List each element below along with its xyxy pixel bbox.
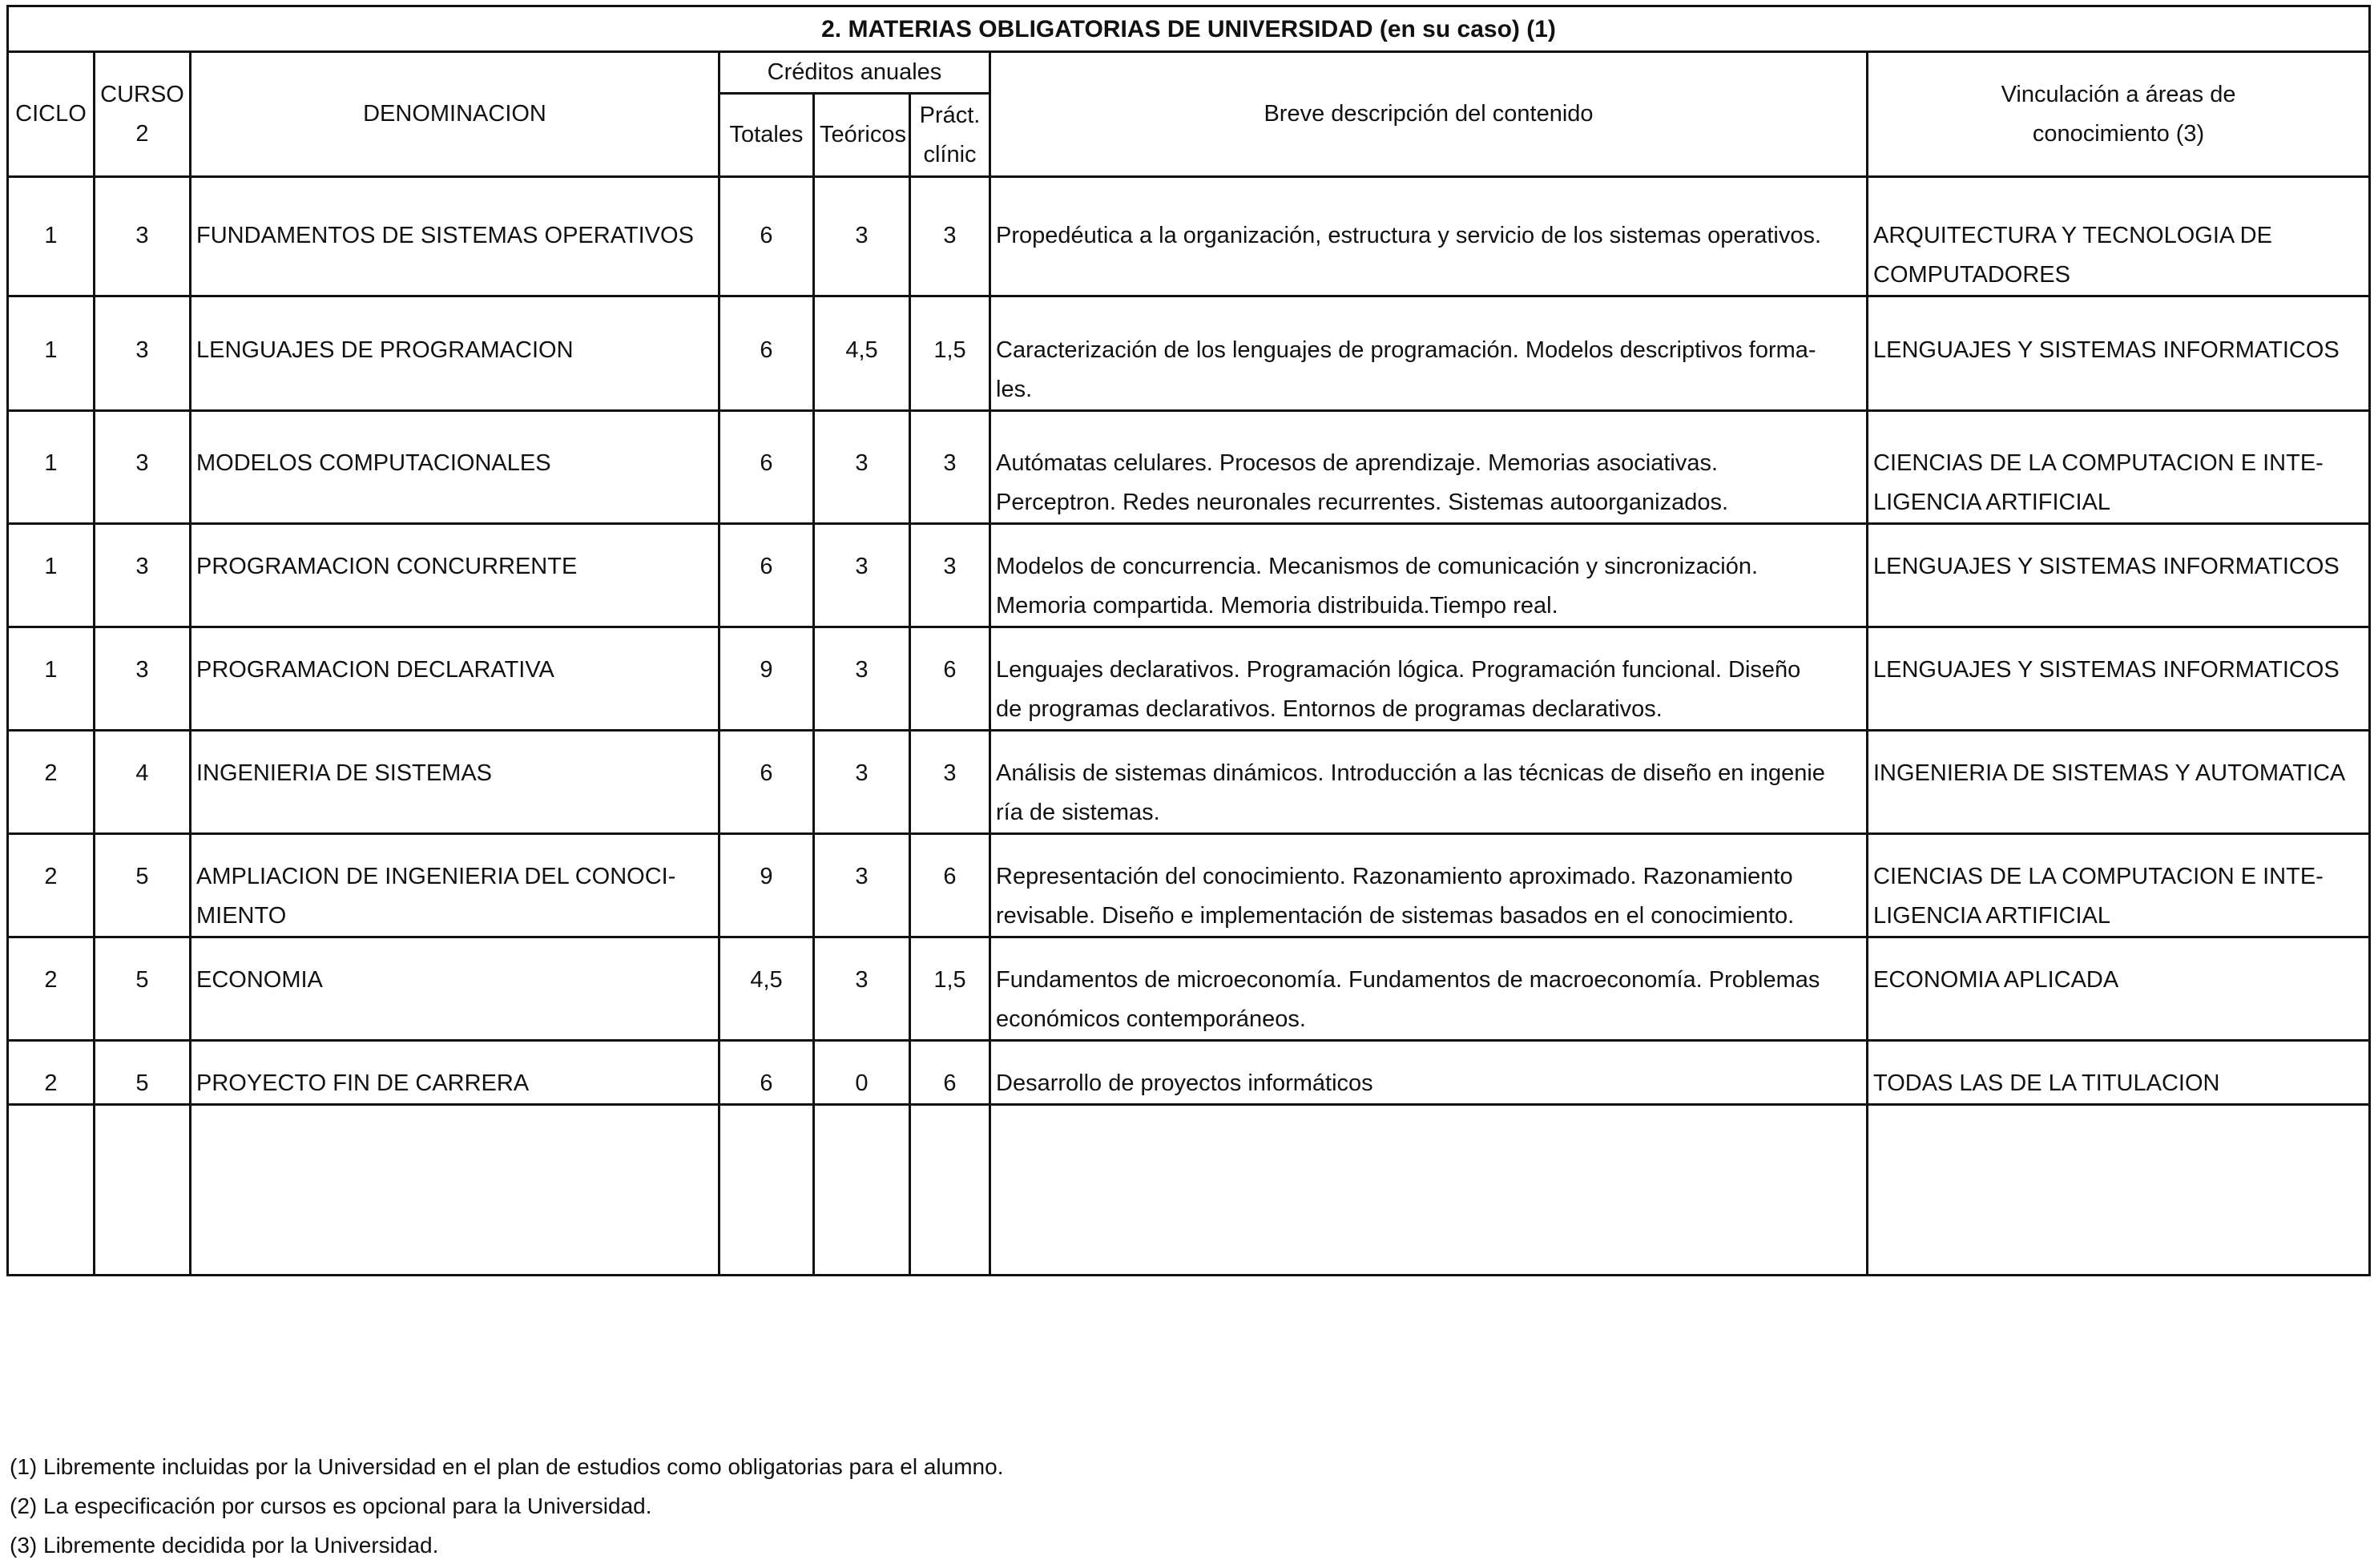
cell-curso: 3 bbox=[95, 627, 191, 731]
cell-practicos: 6 bbox=[910, 627, 990, 731]
empty-cell bbox=[910, 1105, 990, 1276]
empty-cell bbox=[191, 1105, 719, 1276]
cell-totales: 6 bbox=[719, 177, 814, 296]
empty-cell bbox=[719, 1105, 814, 1276]
footnote-2: (2) La especificación por cursos es opcional para la Universidad. bbox=[10, 1493, 652, 1518]
cell-denominacion bbox=[191, 834, 719, 937]
cell-teoricos: 3 bbox=[814, 627, 910, 731]
cell-teoricos: 3 bbox=[814, 411, 910, 524]
cell-descripcion-line: Propedéutica a la organización, estructura y servicio de los sistemas operativos. bbox=[996, 223, 1822, 248]
table-row bbox=[8, 411, 2370, 524]
cell-denominacion-line: MIENTO bbox=[196, 903, 287, 929]
header-practicos bbox=[910, 94, 990, 177]
table-row bbox=[8, 524, 2370, 627]
cell-ciclo: 2 bbox=[8, 1041, 95, 1105]
header-practicos-line1: Práct. bbox=[919, 102, 981, 128]
header-curso-note: 2 bbox=[135, 120, 149, 147]
cell-practicos: 6 bbox=[910, 834, 990, 937]
cell-descripcion-line: Representación del conocimiento. Razonamiento aproximado. Razonamiento bbox=[996, 864, 1793, 889]
footnote-3: (3) Libremente decidida por la Universidad. bbox=[10, 1533, 439, 1558]
cell-descripcion-line: Autómatas celulares. Procesos de aprendizaje. Memorias asociativas. bbox=[996, 450, 1719, 476]
cell-descripcion bbox=[990, 524, 1868, 627]
cell-denominacion-line: ECONOMIA bbox=[196, 967, 323, 993]
cell-teoricos: 4,5 bbox=[814, 296, 910, 411]
cell-practicos: 6 bbox=[910, 1041, 990, 1105]
cell-curso: 3 bbox=[95, 524, 191, 627]
cell-totales: 6 bbox=[719, 731, 814, 834]
cell-descripcion-line: Lenguajes declarativos. Programación lógica. Programación funcional. Diseño bbox=[996, 657, 1801, 683]
cell-vinculacion-line: COMPUTADORES bbox=[1873, 262, 2070, 288]
cell-curso: 5 bbox=[95, 1041, 191, 1105]
cell-descripcion-line: Caracterización de los lenguajes de programación. Modelos descriptivos forma- bbox=[996, 337, 1816, 363]
cell-vinculacion bbox=[1868, 1041, 2370, 1105]
cell-denominacion-line: INGENIERIA DE SISTEMAS bbox=[196, 760, 493, 786]
cell-descripcion-line: Desarrollo de proyectos informáticos bbox=[996, 1070, 1373, 1096]
header-curso-label: CURSO bbox=[100, 81, 184, 107]
cell-totales: 9 bbox=[719, 627, 814, 731]
cell-descripcion bbox=[990, 731, 1868, 834]
header-teoricos: Teóricos bbox=[814, 94, 910, 177]
cell-descripcion-line: Memoria compartida. Memoria distribuida.Tiempo real. bbox=[996, 593, 1558, 619]
cell-descripcion-line: Modelos de concurrencia. Mecanismos de comunicación y sincronización. bbox=[996, 554, 1759, 579]
cell-denominacion bbox=[191, 627, 719, 731]
cell-vinculacion-line: LENGUAJES Y SISTEMAS INFORMATICOS bbox=[1873, 337, 2340, 363]
table-row bbox=[8, 937, 2370, 1041]
table-row bbox=[8, 296, 2370, 411]
cell-vinculacion-line: LENGUAJES Y SISTEMAS INFORMATICOS bbox=[1873, 657, 2340, 683]
cell-vinculacion bbox=[1868, 731, 2370, 834]
cell-descripcion bbox=[990, 1041, 1868, 1105]
cell-vinculacion bbox=[1868, 296, 2370, 411]
header-creditos-anuales: Créditos anuales bbox=[719, 52, 990, 94]
cell-totales: 6 bbox=[719, 524, 814, 627]
cell-descripcion-line: económicos contemporáneos. bbox=[996, 1006, 1306, 1032]
cell-totales: 6 bbox=[719, 1041, 814, 1105]
header-curso bbox=[95, 52, 191, 177]
cell-descripcion-line: Análisis de sistemas dinámicos. Introducción a las técnicas de diseño en ingenie bbox=[996, 760, 1825, 786]
empty-cell bbox=[990, 1105, 1868, 1276]
cell-descripcion-line: les. bbox=[996, 377, 1033, 402]
cell-denominacion-line: FUNDAMENTOS DE SISTEMAS OPERATIVOS bbox=[196, 223, 694, 248]
cell-vinculacion bbox=[1868, 411, 2370, 524]
table-row bbox=[8, 834, 2370, 937]
cell-denominacion-line: MODELOS COMPUTACIONALES bbox=[196, 450, 551, 476]
cell-descripcion-line: de programas declarativos. Entornos de programas declarativos. bbox=[996, 696, 1663, 722]
cell-denominacion-line: PROYECTO FIN DE CARRERA bbox=[196, 1070, 530, 1096]
cell-curso: 5 bbox=[95, 937, 191, 1041]
cell-ciclo: 1 bbox=[8, 296, 95, 411]
header-vinculacion bbox=[1868, 52, 2370, 177]
cell-teoricos: 3 bbox=[814, 524, 910, 627]
cell-vinculacion-line: LENGUAJES Y SISTEMAS INFORMATICOS bbox=[1873, 554, 2340, 579]
header-descripcion bbox=[990, 52, 1868, 177]
header-practicos-line2: clínic bbox=[923, 141, 977, 167]
cell-totales: 6 bbox=[719, 411, 814, 524]
cell-denominacion bbox=[191, 731, 719, 834]
cell-descripcion bbox=[990, 296, 1868, 411]
cell-curso: 3 bbox=[95, 177, 191, 296]
cell-vinculacion-line: LIGENCIA ARTIFICIAL bbox=[1873, 903, 2111, 929]
cell-vinculacion bbox=[1868, 524, 2370, 627]
cell-descripcion-line: ría de sistemas. bbox=[996, 800, 1160, 825]
cell-teoricos: 3 bbox=[814, 731, 910, 834]
cell-descripcion bbox=[990, 627, 1868, 731]
materias-table bbox=[6, 5, 2371, 1276]
cell-practicos: 1,5 bbox=[910, 296, 990, 411]
cell-denominacion-line: PROGRAMACION CONCURRENTE bbox=[196, 554, 578, 579]
cell-vinculacion-line: LIGENCIA ARTIFICIAL bbox=[1873, 490, 2111, 515]
cell-ciclo: 1 bbox=[8, 411, 95, 524]
cell-ciclo: 1 bbox=[8, 524, 95, 627]
cell-curso: 3 bbox=[95, 411, 191, 524]
cell-ciclo: 2 bbox=[8, 731, 95, 834]
cell-totales: 9 bbox=[719, 834, 814, 937]
cell-curso: 4 bbox=[95, 731, 191, 834]
cell-descripcion-line: revisable. Diseño e implementación de sistemas basados en el conocimiento. bbox=[996, 903, 1795, 929]
table-row bbox=[8, 627, 2370, 731]
cell-practicos: 3 bbox=[910, 524, 990, 627]
cell-denominacion-line: PROGRAMACION DECLARATIVA bbox=[196, 657, 554, 683]
empty-filler-row bbox=[8, 1105, 2370, 1276]
cell-vinculacion-line: ARQUITECTURA Y TECNOLOGIA DE bbox=[1873, 223, 2272, 248]
cell-vinculacion bbox=[1868, 937, 2370, 1041]
header-denominacion bbox=[191, 52, 719, 177]
header-ciclo-label: CICLO bbox=[15, 101, 87, 127]
cell-vinculacion-line: CIENCIAS DE LA COMPUTACION E INTE- bbox=[1873, 450, 2324, 476]
cell-ciclo: 1 bbox=[8, 627, 95, 731]
cell-ciclo: 2 bbox=[8, 834, 95, 937]
cell-descripcion bbox=[990, 411, 1868, 524]
cell-descripcion bbox=[990, 834, 1868, 937]
cell-practicos: 3 bbox=[910, 411, 990, 524]
cell-descripcion-line: Fundamentos de microeconomía. Fundamentos de macroeconomía. Problemas bbox=[996, 967, 1820, 993]
cell-teoricos: 3 bbox=[814, 177, 910, 296]
cell-practicos: 3 bbox=[910, 731, 990, 834]
cell-vinculacion bbox=[1868, 627, 2370, 731]
cell-denominacion bbox=[191, 296, 719, 411]
cell-totales: 6 bbox=[719, 296, 814, 411]
header-vinculacion-line1: Vinculación a áreas de bbox=[2001, 81, 2236, 107]
table-row bbox=[8, 731, 2370, 834]
cell-curso: 5 bbox=[95, 834, 191, 937]
cell-denominacion bbox=[191, 1041, 719, 1105]
cell-denominacion bbox=[191, 524, 719, 627]
footnote-1: (1) Libremente incluidas por la Universidad en el plan de estudios como obligatorias para el alumno. bbox=[10, 1454, 1004, 1479]
cell-denominacion-line: AMPLIACION DE INGENIERIA DEL CONOCI- bbox=[196, 864, 676, 889]
header-vinculacion-line2: conocimiento (3) bbox=[2032, 120, 2205, 147]
cell-teoricos: 3 bbox=[814, 834, 910, 937]
cell-ciclo: 2 bbox=[8, 937, 95, 1041]
cell-practicos: 3 bbox=[910, 177, 990, 296]
table-body bbox=[8, 177, 2370, 1276]
cell-practicos: 1,5 bbox=[910, 937, 990, 1041]
empty-cell bbox=[8, 1105, 95, 1276]
empty-cell bbox=[95, 1105, 191, 1276]
cell-curso: 3 bbox=[95, 296, 191, 411]
header-denominacion-label: DENOMINACION bbox=[363, 101, 546, 127]
table-title: 2. MATERIAS OBLIGATORIAS DE UNIVERSIDAD (en su caso) (1) bbox=[8, 6, 2370, 52]
cell-vinculacion-line: ECONOMIA APLICADA bbox=[1873, 967, 2119, 993]
cell-denominacion bbox=[191, 177, 719, 296]
cell-denominacion bbox=[191, 411, 719, 524]
cell-vinculacion-line: TODAS LAS DE LA TITULACION bbox=[1873, 1070, 2220, 1096]
cell-totales: 4,5 bbox=[719, 937, 814, 1041]
cell-vinculacion-line: CIENCIAS DE LA COMPUTACION E INTE- bbox=[1873, 864, 2324, 889]
cell-descripcion-line: Perceptron. Redes neuronales recurrentes. Sistemas autoorganizados. bbox=[996, 490, 1729, 515]
cell-descripcion bbox=[990, 937, 1868, 1041]
empty-cell bbox=[814, 1105, 910, 1276]
header-totales: Totales bbox=[719, 94, 814, 177]
empty-cell bbox=[1868, 1105, 2370, 1276]
cell-teoricos: 3 bbox=[814, 937, 910, 1041]
cell-vinculacion-line: INGENIERIA DE SISTEMAS Y AUTOMATICA bbox=[1873, 760, 2346, 786]
cell-ciclo: 1 bbox=[8, 177, 95, 296]
table-row bbox=[8, 177, 2370, 296]
cell-vinculacion bbox=[1868, 834, 2370, 937]
cell-denominacion bbox=[191, 937, 719, 1041]
cell-descripcion bbox=[990, 177, 1868, 296]
cell-denominacion-line: LENGUAJES DE PROGRAMACION bbox=[196, 337, 574, 363]
footnotes bbox=[10, 1447, 1003, 1565]
header-descripcion-label: Breve descripción del contenido bbox=[1264, 101, 1594, 127]
header-ciclo bbox=[8, 52, 95, 177]
cell-teoricos: 0 bbox=[814, 1041, 910, 1105]
table-row bbox=[8, 1041, 2370, 1105]
cell-vinculacion bbox=[1868, 177, 2370, 296]
